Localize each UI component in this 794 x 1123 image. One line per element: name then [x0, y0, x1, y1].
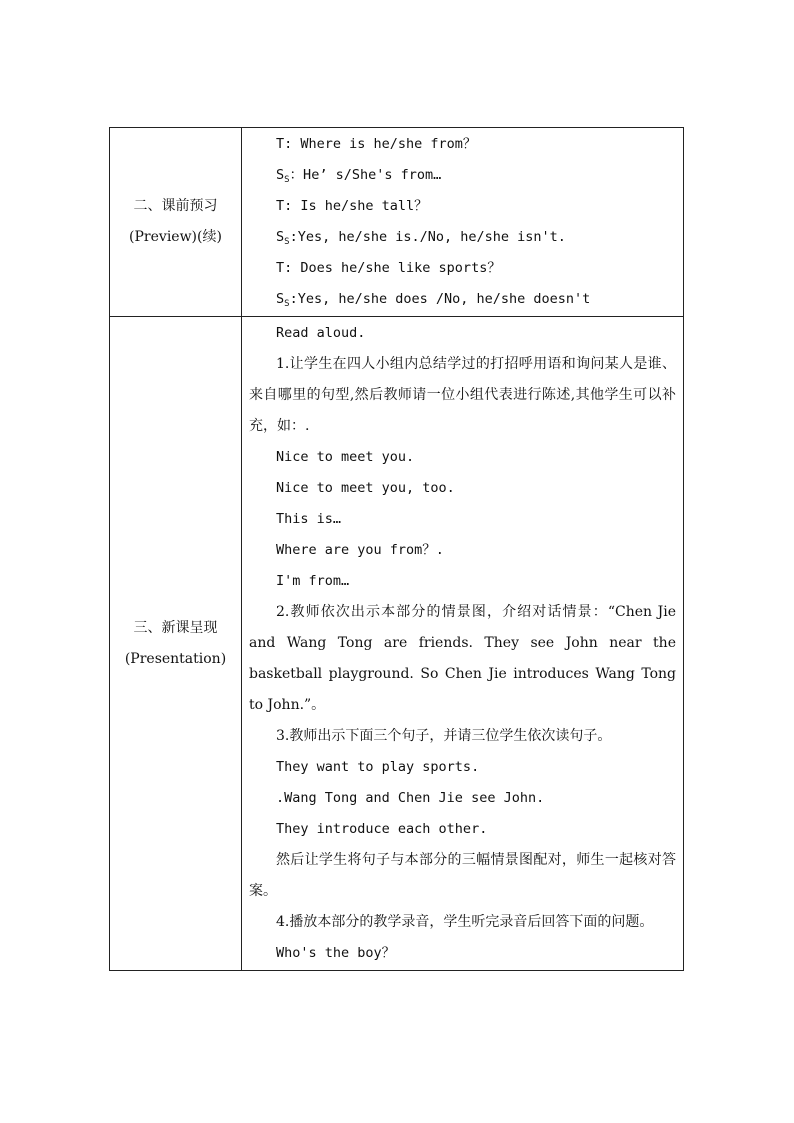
presentation-label-cell: [110, 317, 242, 971]
dialogue-line: T: Where is he/she from？: [276, 136, 477, 152]
example-sentence: I'm from…: [276, 573, 350, 589]
example-sentence: This is…: [276, 511, 342, 527]
presentation-row: [110, 317, 684, 971]
preview-label-english: (Preview)(续): [129, 229, 222, 245]
preview-row: [110, 128, 684, 317]
step-3-followup: 然后让学生将句子与本部分的三幅情景图配对，师生一起核对答案。: [249, 852, 676, 899]
preview-label-cell: [110, 128, 242, 317]
example-sentence: Nice to meet you.: [276, 449, 415, 465]
step-3-sentence: They introduce each other.: [276, 821, 488, 837]
dialogue-line: $S_S:Yes$, he/she is./No, he/she isn't.: [276, 229, 566, 247]
dialogue-line: $S_S$：He’ s/She's from…: [276, 167, 442, 185]
step-1-text: 1.让学生在四人小组内总结学过的打招呼用语和询问某人是谁、来自哪里的句型,然后教师请一位小组代表进行陈述,其他学生可以补充，如：.: [249, 356, 676, 434]
preview-label-title: 二、课前预习: [133, 198, 218, 214]
presentation-label-title: 三、新课呈现: [133, 619, 218, 636]
example-sentence: Where are you from？.: [276, 542, 444, 558]
step-3-sentence: .Wang Tong and Chen Jie see John.: [276, 790, 545, 806]
example-sentence: Nice to meet you, too.: [276, 480, 455, 496]
lesson-plan-table: [109, 127, 684, 971]
step-3-sentence: They want to play sports.: [276, 759, 480, 775]
step-2-text: 2.教师依次出示本部分的情景图，介绍对话情景：“Chen Jie and Wang Tong are friends. They see John near the basketball playground. So Chen Jie introduces Wang Tong to John.”。: [249, 604, 676, 713]
step-4-text: 4.播放本部分的教学录音，学生听完录音后回答下面的问题。: [276, 914, 654, 930]
step-4-question: Who's the boy？: [276, 945, 396, 961]
read-aloud-line: Read aloud.: [276, 325, 366, 341]
preview-content-cell: [242, 128, 684, 317]
dialogue-line: T: Does he/she like sports？: [276, 260, 501, 276]
dialogue-line: T: Is he/she tall？: [276, 198, 428, 214]
presentation-content-cell: [242, 317, 684, 971]
step-3-text: 3.教师出示下面三个句子，并请三位学生依次读句子。: [276, 728, 612, 744]
presentation-label-english: (Presentation): [124, 650, 227, 667]
dialogue-line: $S_S:Yes$, he/she does /No, he/she doesn't: [276, 291, 591, 309]
